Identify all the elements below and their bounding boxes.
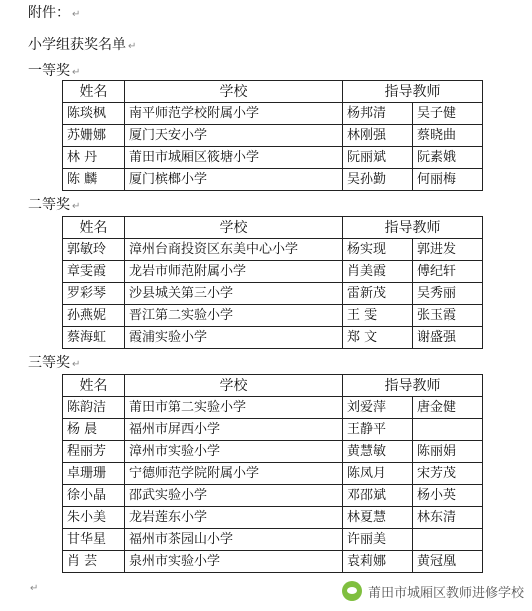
table-row	[63, 507, 483, 529]
table-row	[63, 463, 483, 485]
award-table-first	[62, 80, 483, 191]
table-row	[63, 283, 483, 305]
school-name: 厦门槟榔小学	[125, 169, 343, 191]
student-name: 林 丹	[63, 147, 125, 169]
teacher-name: 肖美霞	[343, 261, 413, 283]
group-label-first: 一等奖 ↵	[28, 63, 81, 79]
school-name: 福州市屏西小学	[125, 419, 343, 441]
student-name: 卓珊珊	[63, 463, 125, 485]
group-label-third: 三等奖 ↵	[28, 355, 81, 371]
header-name: 姓名	[63, 81, 125, 103]
student-name: 孙燕妮	[63, 305, 125, 327]
student-name: 肖 芸	[63, 551, 125, 573]
school-name: 邵武实验小学	[125, 485, 343, 507]
group-label-second: 二等奖 ↵	[28, 197, 81, 213]
school-name: 龙岩市师范附属小学	[125, 261, 343, 283]
teacher-name: 杨实现	[343, 239, 413, 261]
student-name: 罗彩琴	[63, 283, 125, 305]
award-table-third	[62, 374, 483, 573]
teacher-name: 杨邦清	[343, 103, 413, 125]
header-teacher: 指导教师	[343, 217, 483, 239]
teacher-name: 吴子健	[413, 103, 483, 125]
teacher-name	[413, 419, 483, 441]
teacher-name: 吴秀丽	[413, 283, 483, 305]
teacher-name: 陈丽娟	[413, 441, 483, 463]
teacher-name: 许丽美	[343, 529, 413, 551]
table-row	[63, 261, 483, 283]
teacher-name: 陈凤月	[343, 463, 413, 485]
table-row	[63, 485, 483, 507]
table-header-row	[63, 375, 483, 397]
teacher-name: 袁莉娜	[343, 551, 413, 573]
teacher-name: 蔡晓曲	[413, 125, 483, 147]
teacher-name: 吴孙勤	[343, 169, 413, 191]
teacher-name: 雷新茂	[343, 283, 413, 305]
watermark	[342, 581, 524, 601]
student-name: 杨 晨	[63, 419, 125, 441]
header-school: 学校	[125, 375, 343, 397]
table-row	[63, 551, 483, 573]
header-school: 学校	[125, 217, 343, 239]
student-name: 陈 麟	[63, 169, 125, 191]
teacher-name: 郑 文	[343, 327, 413, 349]
student-name: 朱小美	[63, 507, 125, 529]
table-row	[63, 103, 483, 125]
teacher-name: 何丽梅	[413, 169, 483, 191]
table-row	[63, 419, 483, 441]
table-header-row	[63, 81, 483, 103]
teacher-name: 杨小英	[413, 485, 483, 507]
wechat-icon	[342, 581, 362, 601]
header-name: 姓名	[63, 375, 125, 397]
student-name: 陈琰枫	[63, 103, 125, 125]
teacher-name: 谢盛强	[413, 327, 483, 349]
table-row	[63, 125, 483, 147]
header-teacher: 指导教师	[343, 375, 483, 397]
teacher-name: 王静平	[343, 419, 413, 441]
student-name: 郭敏玲	[63, 239, 125, 261]
teacher-name: 王 雯	[343, 305, 413, 327]
award-table-second	[62, 216, 483, 349]
table-row	[63, 441, 483, 463]
teacher-name: 林夏慧	[343, 507, 413, 529]
student-name: 陈韵洁	[63, 397, 125, 419]
header-name: 姓名	[63, 217, 125, 239]
table-row	[63, 529, 483, 551]
table-header-row	[63, 217, 483, 239]
school-name: 宁德师范学院附属小学	[125, 463, 343, 485]
school-name: 泉州市实验小学	[125, 551, 343, 573]
school-name: 漳州市实验小学	[125, 441, 343, 463]
school-name: 福州市茶园山小学	[125, 529, 343, 551]
teacher-name: 阮丽斌	[343, 147, 413, 169]
teacher-name: 刘爱萍	[343, 397, 413, 419]
table-row	[63, 305, 483, 327]
teacher-name: 黄慧敏	[343, 441, 413, 463]
table-row	[63, 397, 483, 419]
student-name: 苏姗娜	[63, 125, 125, 147]
student-name: 程丽芳	[63, 441, 125, 463]
teacher-name: 傅纪轩	[413, 261, 483, 283]
watermark-text: 莆田市城厢区教师进修学校	[367, 585, 524, 601]
school-name: 莆田市第二实验小学	[125, 397, 343, 419]
school-name: 霞浦实验小学	[125, 327, 343, 349]
teacher-name: 林刚强	[343, 125, 413, 147]
list-title: 小学组获奖名单 ↵	[28, 37, 137, 53]
student-name: 甘华星	[63, 529, 125, 551]
school-name: 沙县城关第三小学	[125, 283, 343, 305]
table-row	[63, 147, 483, 169]
school-name: 南平师范学校附属小学	[125, 103, 343, 125]
school-name: 厦门天安小学	[125, 125, 343, 147]
teacher-name	[413, 529, 483, 551]
header-teacher: 指导教师	[343, 81, 483, 103]
school-name: 漳州台商投资区东美中心小学	[125, 239, 343, 261]
student-name: 徐小晶	[63, 485, 125, 507]
trailing-paragraph-mark: ↵	[30, 583, 39, 594]
school-name: 龙岩莲东小学	[125, 507, 343, 529]
table-row	[63, 239, 483, 261]
table-row	[63, 169, 483, 191]
student-name: 蔡海虹	[63, 327, 125, 349]
table-row	[63, 327, 483, 349]
student-name: 章雯霞	[63, 261, 125, 283]
teacher-name: 唐金健	[413, 397, 483, 419]
attachment-label: 附件： ↵	[28, 5, 81, 21]
teacher-name: 林东清	[413, 507, 483, 529]
teacher-name: 张玉霞	[413, 305, 483, 327]
teacher-name: 郭进发	[413, 239, 483, 261]
teacher-name: 宋芳茂	[413, 463, 483, 485]
teacher-name: 邓邵斌	[343, 485, 413, 507]
teacher-name: 黄冠凰	[413, 551, 483, 573]
school-name: 莆田市城厢区筱塘小学	[125, 147, 343, 169]
header-school: 学校	[125, 81, 343, 103]
school-name: 晋江第二实验小学	[125, 305, 343, 327]
teacher-name: 阮素娥	[413, 147, 483, 169]
